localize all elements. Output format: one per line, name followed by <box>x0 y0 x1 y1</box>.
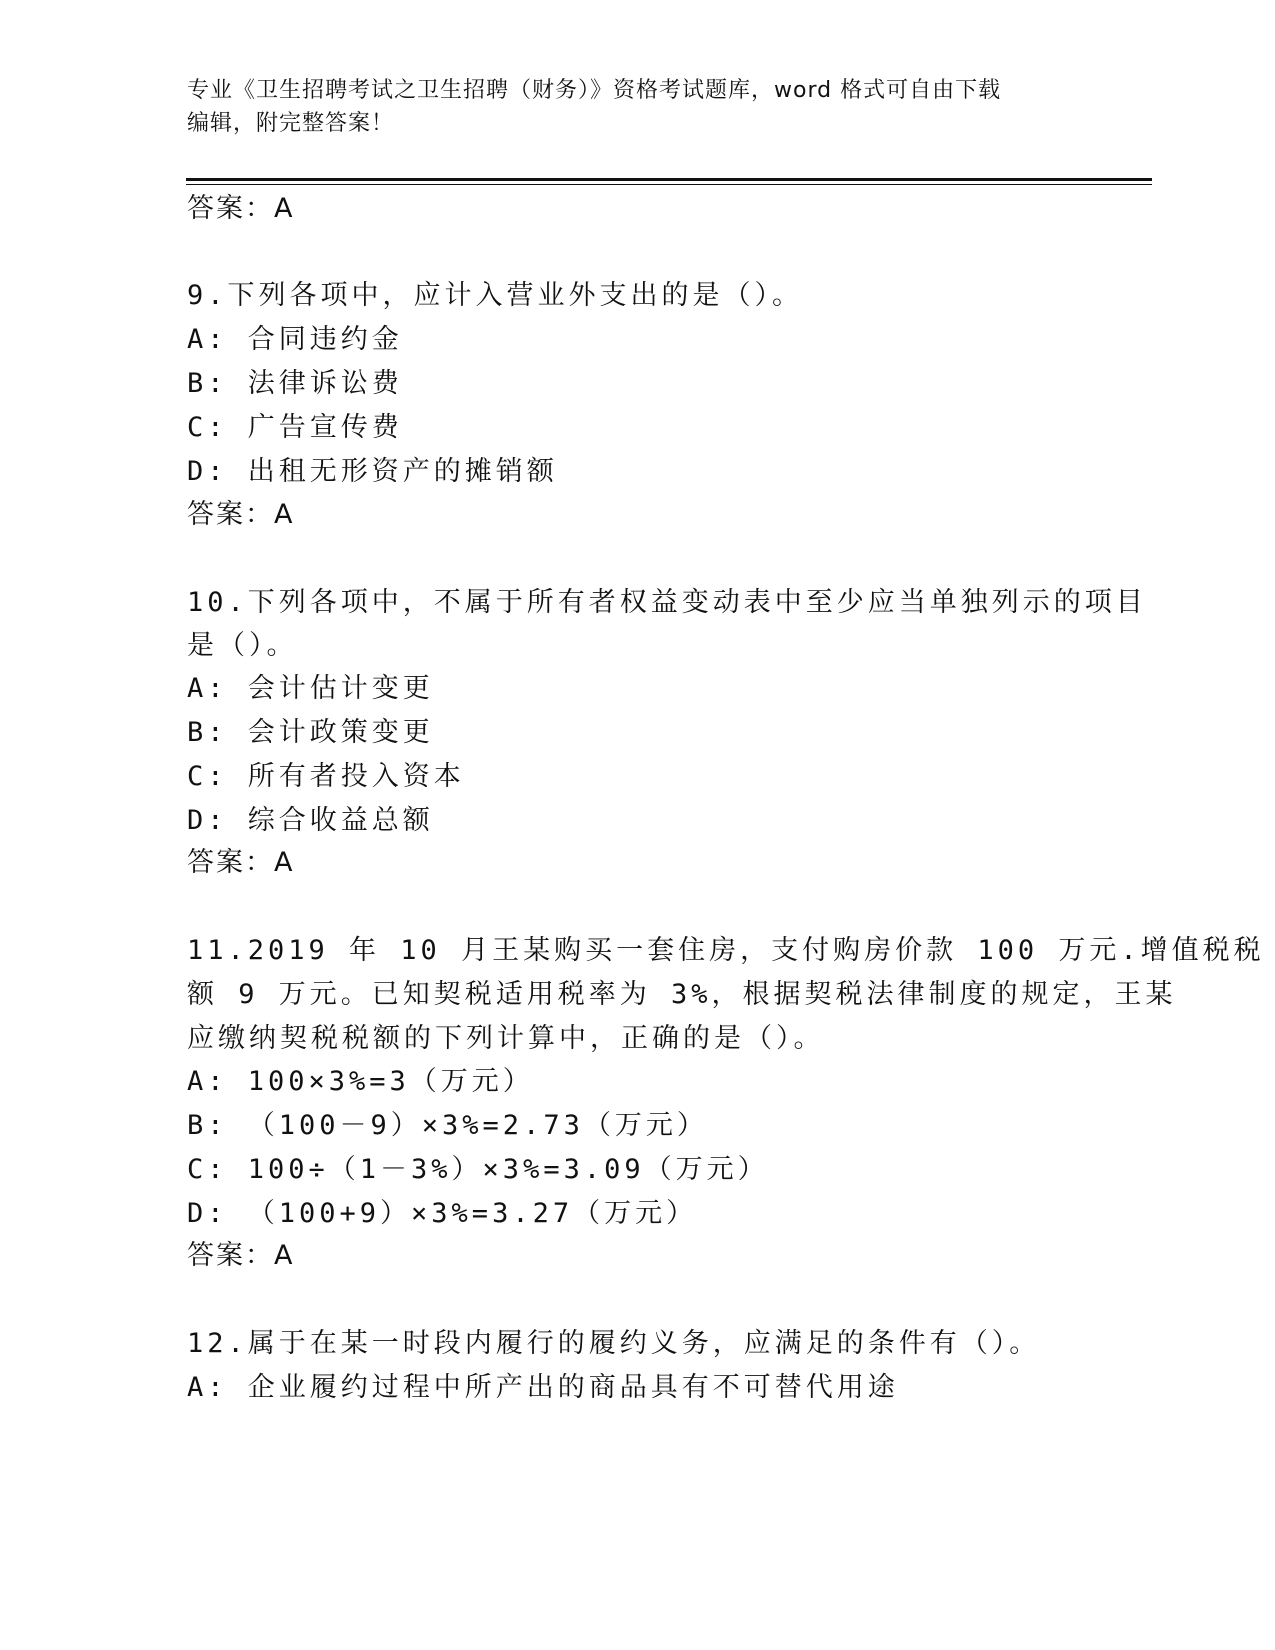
question-9-option-d: D: 出租无形资产的摊销额 <box>187 456 558 487</box>
question-10-option-b: B: 会计政策变更 <box>187 717 434 748</box>
header-line-2: 编辑，附完整答案！ <box>187 111 395 136</box>
question-11-option-c: C: 100÷（1－3%）×3%=3.09（万元） <box>187 1154 769 1185</box>
question-12-stem: 12.属于在某一时段内履行的履约义务，应满足的条件有（）。 <box>187 1328 1041 1359</box>
question-9-stem: 9.下列各项中，应计入营业外支出的是（）。 <box>187 280 804 311</box>
question-10-option-c: C: 所有者投入资本 <box>187 761 465 792</box>
question-11-stem-line-3: 应缴纳契税税额的下列计算中，正确的是（）。 <box>187 1023 825 1054</box>
question-10-option-a: A: 会计估计变更 <box>187 673 434 704</box>
header-divider-thick <box>186 178 1152 181</box>
question-10-option-d: D: 综合收益总额 <box>187 805 434 836</box>
question-11-option-a: A: 100×3%=3（万元） <box>187 1066 534 1097</box>
header-line-1: 专业《卫生招聘考试之卫生招聘（财务）》资格考试题库，word 格式可自由下载 <box>187 78 1002 103</box>
answer-previous: 答案：A <box>187 193 295 224</box>
document-header <box>187 74 1087 140</box>
question-11-answer: 答案：A <box>187 1240 295 1271</box>
question-9-option-a: A: 合同违约金 <box>187 324 403 355</box>
question-11-option-b: B: （100－9）×3%=2.73（万元） <box>187 1110 708 1141</box>
question-11-option-d: D: （100+9）×3%=3.27（万元） <box>187 1198 698 1229</box>
question-9-option-b: B: 法律诉讼费 <box>187 368 403 399</box>
question-11-stem-line-1: 11.2019 年 10 月王某购买一套住房，支付购房价款 100 万元.增值税税 <box>187 935 1265 966</box>
question-12-option-a: A: 企业履约过程中所产出的商品具有不可替代用途 <box>187 1372 899 1403</box>
question-10-answer: 答案：A <box>187 847 295 878</box>
question-10-stem-line-2: 是（）。 <box>187 630 298 661</box>
header-divider-thin <box>186 184 1152 185</box>
question-10-stem-line-1: 10.下列各项中，不属于所有者权益变动表中至少应当单独列示的项目 <box>187 587 1147 618</box>
question-11-stem-line-2: 额 9 万元。已知契税适用税率为 3%，根据契税法律制度的规定，王某 <box>187 979 1177 1010</box>
question-9-answer: 答案：A <box>187 499 295 530</box>
question-9-option-c: C: 广告宣传费 <box>187 412 403 443</box>
